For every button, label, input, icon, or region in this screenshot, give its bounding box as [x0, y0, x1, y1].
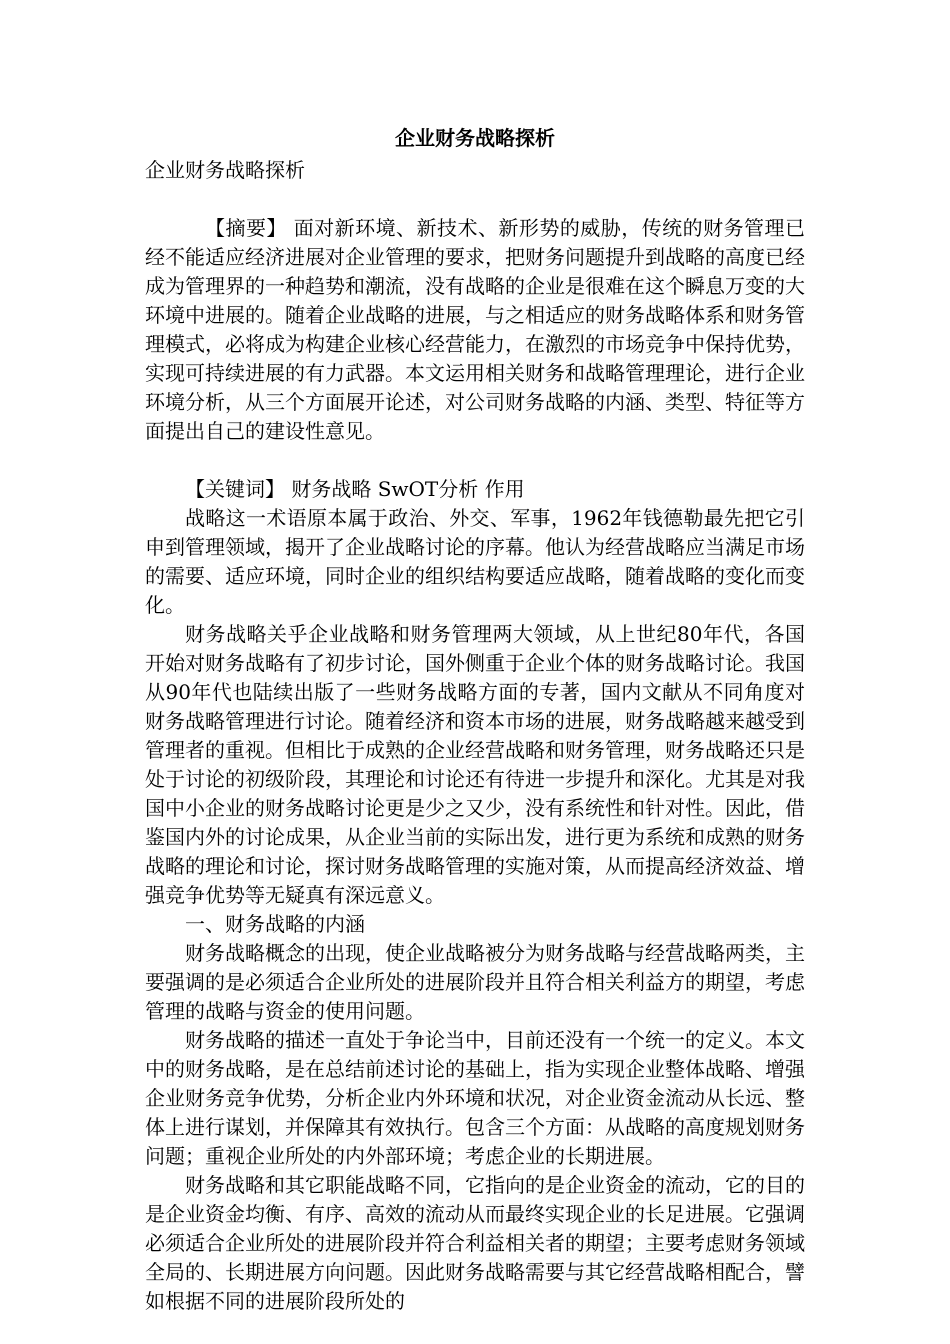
document-title: 企业财务战略探析 [395, 126, 555, 150]
keywords-line: 【关键词】 财务战略 SwOT分析 作用 [185, 477, 525, 501]
body-paragraph: 财务战略概念的出现，使企业战略被分为财务战略与经营战略两类，主要强调的是必须适合企业所处的进展阶段并且符合相关利益方的期望，考虑管理的战略与资金的使用问题。 [145, 941, 805, 1023]
section-heading: 一、财务战略的内涵 [185, 912, 365, 936]
body-paragraph: 财务战略关乎企业战略和财务管理两大领域，从上世纪80年代，各国开始对财务战略有了初步讨论，国外侧重于企业个体的财务战略讨论。我国从90年代也陆续出版了一些财务战略方面的专著，国内文献从不同角度对财务战略管理进行讨论。随着经济和资本市场的进展，财务战略越来越受到管理者的重视。但相比于成熟的企业经营战略和财务管理，财务战略还只是处于讨论的初级阶段，其理论和讨论还有待进一步提升和深化。尤其是对我国中小企业的财务战略讨论更是少之又少，没有系统性和针对性。因此，借鉴国内外的讨论成果，从企业当前的实际出发，进行更为系统和成熟的财务战略的理论和讨论，探讨财务战略管理的实施对策，从而提高经济效益、增强竞争优势等无疑真有深远意义。 [145, 622, 805, 907]
document-subtitle: 企业财务战略探析 [145, 158, 305, 182]
body-paragraph: 财务战略的描述一直处于争论当中，目前还没有一个统一的定义。本文中的财务战略，是在总结前述讨论的基础上，指为实现企业整体战略、增强企业财务竞争优势，分析企业内外环境和状况，对企业资金流动从长远、整体上进行谋划，并保障其有效执行。包含三个方面：从战略的高度规划财务问题；重视企业所处的内外部环境；考虑企业的长期进展。 [145, 1028, 805, 1168]
abstract-paragraph: 【摘要】 面对新环境、新技术、新形势的威胁，传统的财务管理已经不能适应经济进展对企业管理的要求，把财务问题提升到战略的高度已经成为管理界的一种趋势和潮流，没有战略的企业是很难在这个瞬息万变的大环境中进展的。随着企业战略的进展，与之相适应的财务战略体系和财务管理模式，必将成为构建企业核心经营能力，在激烈的市场竞争中保持优势，实现可持续进展的有力武器。本文运用相关财务和战略管理理论，进行企业环境分析，从三个方面展开论述，对公司财务战略的内涵、类型、特征等方面提出自己的建设性意见。 [145, 216, 805, 443]
body-paragraph: 战略这一术语原本属于政治、外交、军事，1962年钱德勒最先把它引申到管理领域，揭开了企业战略讨论的序幕。他认为经营战略应当满足市场的需要、适应环境，同时企业的组织结构要适应战略，随着战略的变化而变化。 [145, 506, 805, 617]
body-paragraph: 财务战略和其它职能战略不同，它指向的是企业资金的流动，它的目的是企业资金均衡、有序、高效的流动从而最终实现企业的长足进展。它强调必须适合企业所处的进展阶段并符合利益相关者的期望；主要考虑财务领域全局的、长期进展方向问题。因此财务战略需要与其它经营战略相配合，譬如根据不同的进展阶段所处的 [145, 1173, 805, 1313]
blank-line [145, 446, 805, 475]
document-page [145, 120, 805, 1316]
blank-line [145, 185, 805, 214]
